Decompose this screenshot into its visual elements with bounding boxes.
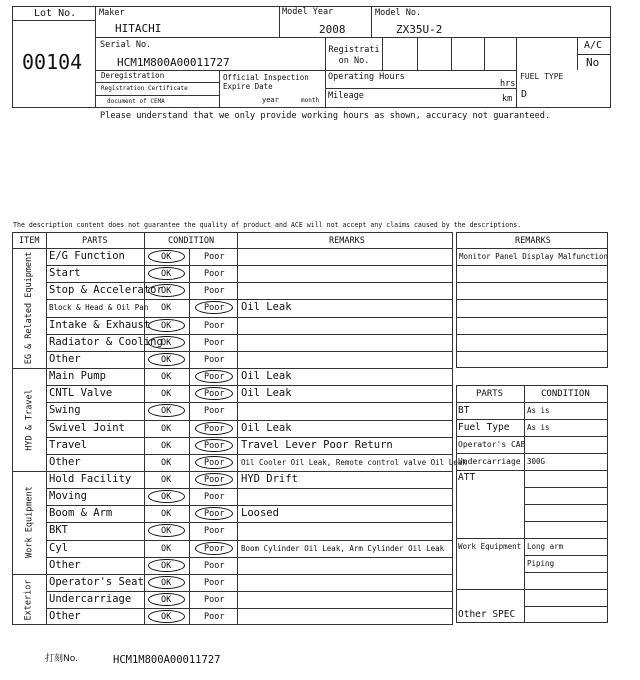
selected-circle	[195, 422, 233, 435]
model-year-label: Model Year	[282, 7, 334, 17]
ok-option: OK	[161, 560, 172, 571]
ok-option: OK	[161, 543, 172, 554]
part-name: CNTL Valve	[49, 387, 113, 400]
poor-option: Poor	[204, 457, 225, 468]
selected-circle	[195, 507, 233, 520]
ok-option: OK	[161, 406, 172, 417]
ok-option: OK	[161, 612, 172, 623]
table-row	[46, 574, 453, 591]
item-group-label: Exterior	[23, 579, 34, 621]
part-name: Radiator & Cooling	[49, 335, 163, 348]
ok-option: OK	[161, 269, 172, 280]
spec-condition: As is	[527, 406, 550, 415]
table-row	[46, 540, 453, 557]
part-name: Other	[49, 558, 81, 571]
remark-text: HYD Drift	[241, 472, 298, 485]
selected-circle	[195, 473, 233, 486]
selected-circle	[148, 610, 185, 623]
ok-option: OK	[161, 252, 172, 262]
part-name: Boom & Arm	[49, 507, 113, 520]
ok-option: OK	[161, 354, 172, 365]
part-name: E/G Function	[49, 250, 125, 262]
spec-part: BT	[458, 405, 470, 416]
table-row	[456, 402, 608, 419]
table-row	[46, 334, 453, 351]
poor-option: Poor	[204, 269, 225, 280]
fuel-type-value: D	[521, 89, 528, 100]
poor-option: Poor	[204, 492, 225, 503]
remark-text: Loosed	[241, 507, 279, 520]
km-label: km	[502, 94, 513, 104]
ok-option: OK	[161, 337, 172, 348]
col-item-header: ITEM	[19, 236, 40, 246]
registration-no-label: Registrati on No.	[328, 45, 380, 66]
part-name: Travel	[49, 438, 87, 451]
spec-part: Fuel Type	[458, 422, 510, 433]
lot-no-label: Lot No.	[34, 8, 77, 19]
part-name: Operator's Seat	[49, 575, 144, 588]
right-remarks-line: Monitor Panel Display Malfunction	[459, 252, 609, 261]
poor-option: Poor	[204, 320, 225, 331]
poor-option: Poor	[204, 286, 225, 297]
remark-text: Oil Leak	[241, 370, 292, 383]
table-row	[456, 453, 608, 470]
operating-hours-label: Operating Hours	[328, 72, 405, 82]
table-row	[46, 557, 453, 574]
poor-option: Poor	[204, 406, 225, 417]
part-name: Swing	[49, 404, 81, 417]
selected-circle	[195, 542, 233, 555]
part-name: Swivel Joint	[49, 421, 125, 434]
selected-circle	[195, 456, 233, 469]
work-equipment-value: Long arm	[527, 542, 564, 551]
selected-circle	[195, 301, 233, 314]
hrs-label: hrs	[500, 79, 516, 89]
att-label: ATT	[458, 472, 476, 483]
registration-certificate-label: Registration Certificate	[101, 85, 188, 92]
table-row	[46, 265, 453, 282]
model-year-value: 2008	[319, 23, 346, 36]
right-condition-header: CONDITION	[541, 389, 590, 399]
part-name: Cyl	[49, 541, 68, 554]
item-group-label: Work Equipment	[24, 486, 35, 559]
ok-option: OK	[161, 303, 172, 314]
ok-option: OK	[161, 440, 172, 451]
table-row	[46, 368, 453, 385]
stamp-value: HCM1M800A00011727	[113, 654, 221, 666]
poor-option: Poor	[204, 337, 225, 348]
serial-no-value: HCM1M800A00011727	[117, 56, 230, 69]
remark-text: Oil Leak	[241, 421, 292, 434]
ok-option: OK	[161, 526, 172, 537]
serial-no-label: Serial No.	[100, 40, 152, 50]
part-name: Undercarriage	[49, 593, 132, 605]
poor-option: Poor	[204, 560, 225, 571]
poor-option: Poor	[204, 389, 225, 400]
remark-text: Oil Cooler Oil Leak, Remote control valve Oil Leak	[241, 457, 467, 467]
table-row	[46, 317, 453, 334]
item-group-label: EG & Related Equipment	[24, 251, 35, 365]
part-name: Other	[49, 610, 81, 623]
lot-no-value: 00104	[22, 50, 83, 74]
selected-circle	[195, 439, 233, 452]
poor-option: Poor	[204, 509, 225, 520]
spec-part: Undercarriage	[458, 457, 521, 466]
table-row	[46, 385, 453, 402]
table-row	[46, 488, 453, 505]
maker-label: Maker	[99, 8, 125, 18]
selected-circle	[148, 404, 185, 417]
selected-circle	[148, 319, 185, 332]
ok-option: OK	[161, 320, 172, 331]
part-name: Main Pump	[49, 370, 106, 383]
spec-condition: As is	[527, 423, 550, 432]
table-row	[46, 608, 453, 625]
table-row	[46, 505, 453, 522]
ok-option: OK	[161, 577, 172, 588]
table-row	[46, 437, 453, 454]
part-name: Stop & Accelerator	[49, 284, 163, 297]
model-no-label: Model No.	[375, 8, 422, 18]
poor-option: Poor	[204, 612, 225, 623]
document-label: document of CEMA	[107, 98, 165, 105]
work-equipment-value: Piping	[527, 559, 555, 568]
ok-option: OK	[161, 389, 172, 400]
table-row	[456, 419, 608, 436]
poor-option: Poor	[204, 303, 225, 314]
col-parts-header: PARTS	[82, 236, 108, 246]
model-no-value: ZX35U-2	[396, 23, 443, 36]
selected-circle	[195, 370, 233, 383]
ok-option: OK	[161, 509, 172, 520]
ac-label: A/C	[584, 40, 603, 51]
table-row	[46, 402, 453, 419]
year-label: year	[262, 96, 279, 104]
table-row	[46, 282, 453, 299]
poor-option: Poor	[204, 577, 225, 588]
selected-circle	[148, 576, 185, 589]
right-remarks-title: REMARKS	[515, 236, 551, 246]
col-remarks-header: REMARKS	[329, 236, 365, 246]
selected-circle	[148, 250, 185, 263]
ok-option: OK	[161, 457, 172, 468]
deregistration-label: Deregistration	[101, 71, 165, 80]
table-row	[456, 436, 608, 453]
official-inspection-label: Official Inspection Expire Date	[223, 73, 309, 91]
ok-option: OK	[161, 372, 172, 383]
poor-option: Poor	[204, 354, 225, 365]
month-label: month	[301, 97, 320, 104]
part-name: Block & Head & Oil Pan	[49, 303, 149, 313]
ok-option: OK	[161, 423, 172, 434]
part-name: Other	[49, 455, 81, 468]
disclaimer: The description content does not guarantee the quality of product and ACE will not accept any claims caused by the descriptions.	[13, 221, 522, 229]
spec-part: Operator's CAB	[458, 440, 526, 449]
poor-option: Poor	[204, 526, 225, 537]
part-name: Intake & Exhaust	[49, 318, 151, 331]
table-row	[46, 522, 453, 539]
other-spec-label: Other SPEC	[458, 609, 516, 620]
table-row	[46, 351, 453, 368]
selected-circle	[148, 524, 185, 537]
table-row	[46, 471, 453, 488]
selected-circle	[148, 267, 185, 280]
table-row	[46, 248, 453, 265]
poor-option: Poor	[204, 372, 225, 383]
maker-value: HITACHI	[115, 22, 162, 35]
fuel-type-label: FUEL TYPE	[520, 72, 564, 81]
poor-option: Poor	[204, 543, 225, 554]
hours-notice: Please understand that we only provide working hours as shown, accuracy not guaranteed.	[100, 111, 551, 121]
work-equipment-label: Work Equipment	[458, 542, 522, 551]
table-row	[46, 420, 453, 437]
stamp-label: 打刻No.	[45, 654, 78, 664]
ok-option: OK	[161, 286, 172, 297]
remark-text: Boom Cylinder Oil Leak, Arm Cylinder Oil Leak	[241, 543, 445, 553]
right-parts-header: PARTS	[476, 389, 504, 399]
poor-option: Poor	[204, 252, 225, 262]
mileage-label: Mileage	[328, 91, 364, 101]
selected-circle	[148, 284, 185, 297]
ac-value: No	[586, 56, 600, 69]
table-row	[46, 299, 453, 316]
remark-text: Oil Leak	[241, 387, 292, 400]
poor-option: Poor	[204, 440, 225, 451]
part-name: Start	[49, 267, 81, 280]
selected-circle	[148, 490, 185, 503]
poor-option: Poor	[204, 474, 225, 485]
col-condition-header: CONDITION	[168, 236, 215, 246]
selected-circle	[195, 387, 233, 400]
selected-circle	[148, 336, 185, 349]
ok-option: OK	[161, 595, 172, 605]
poor-option: Poor	[204, 595, 225, 605]
part-name: BKT	[49, 524, 68, 537]
spec-condition: 300G	[527, 457, 546, 466]
part-name: Hold Facility	[49, 472, 132, 485]
table-row	[46, 591, 453, 608]
remark-text: Oil Leak	[241, 301, 292, 314]
ok-option: OK	[161, 492, 172, 503]
table-row	[46, 454, 467, 471]
remark-text: Travel Lever Poor Return	[241, 438, 393, 451]
ok-option: OK	[161, 474, 172, 485]
poor-option: Poor	[204, 423, 225, 434]
part-name: Moving	[49, 490, 87, 503]
part-name: Other	[49, 352, 81, 365]
item-group-label: HYD & Travel	[24, 388, 35, 451]
selected-circle	[148, 353, 185, 366]
selected-circle	[148, 593, 185, 606]
selected-circle	[148, 559, 185, 572]
